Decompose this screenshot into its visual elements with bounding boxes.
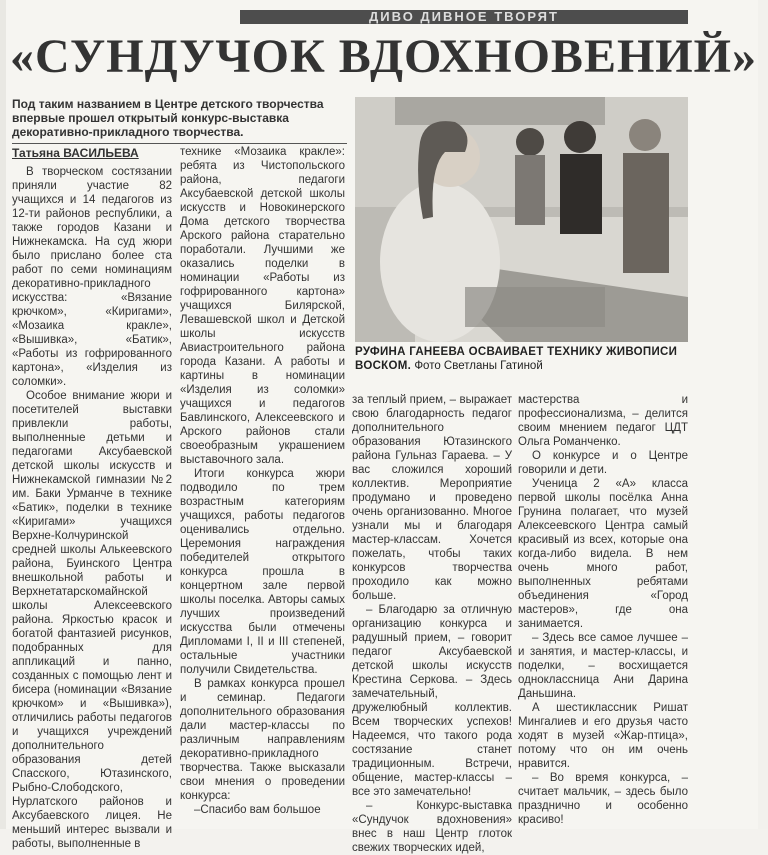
paragraph: технике «Мозаика кракле»: ребята из Чистопольского района, педагоги Аксубаевской детской школы искусств и Новокинерского Дома детского творчества Арского района старательно поработали. Лучшими же оказались поделки в номинации «Работы из гофрированного картона» учащихся Билярской, Левашевской школ и Детской школы искусств Авиастроительного района города Казани. А работы и картины в номинации «Изделия из соломки» учащихся и педагогов Бавлинского, Алексеевского и Арского районов стали своеобразным украшением выставочного зала. bbox=[180, 146, 345, 466]
lead-divider bbox=[12, 143, 347, 144]
paragraph: – Благодарю за отличную организацию конкурса и радушный прием, – говорит педагог Аксубаевской детской школы искусств Крестина Серкова. – Здесь замечательный, дружелюбный коллектив. Всем творческих успехов! Надеемся, что такого рода состязание станет традиционным. Встречи, общение, мастер-классы – все это замечательно! bbox=[352, 604, 512, 798]
paragraph: В творческом состязании приняли участие 82 учащихся и 14 педагогов из 12-ти районов республики, а также городов Казани и Нижнекамска. На суд жюри было прислано более ста работ по семи номинациям декоративно-прикладного искусства: «Вязание крючком», «Киригами», «Мозаика кракле», «Вышивка», «Батик», «Работы из гофрированного картона», «Изделия из соломки». bbox=[12, 166, 172, 388]
photo-illustration bbox=[355, 97, 688, 342]
caption-text: РУФИНА ГАНЕЕВА ОСВАИВАЕТ ТЕХНИКУ ЖИВОПИСИ ВОСКОМ. bbox=[355, 346, 678, 372]
paragraph: А шестиклассник Ришат Мингалиев и его друзья часто ходят в музей «Жар-птица», потому что он им очень нравится. bbox=[518, 702, 688, 770]
article-author: Татьяна ВАСИЛЬЕВА bbox=[12, 146, 139, 160]
paragraph: –Спасибо вам большое bbox=[194, 804, 321, 816]
column-4 bbox=[518, 393, 688, 827]
paragraph: – Здесь все самое лучшее – и занятия, и мастер-классы, и поделки, – восхищается одноклассница Ани Дарина Даньшина. bbox=[518, 632, 688, 700]
page-fold-shadow bbox=[0, 0, 6, 829]
article-photo bbox=[355, 97, 688, 342]
paragraph: – Во время конкурса, – считает мальчик, – здесь было празднично и особенно красиво! bbox=[518, 772, 688, 826]
paragraph: мастерства и профессионализма, – делится своим мнением педагог ЦДТ Ольга Романченко. bbox=[518, 394, 688, 448]
article-lead: Под таким названием в Центре детского творчества впервые прошел открытый конкурс-выставка декоративно-прикладного творчества. bbox=[12, 97, 324, 139]
paragraph: Ученица 2 «А» класса первой школы посёлка Анна Грунина полагает, что музей Алексеевского Центра самый красивый из всех, которые она когда-либо видела. В нем очень много работ, выполненных ребятами объединения «Город мастеров», где она занимается. bbox=[518, 478, 688, 630]
page-edge bbox=[758, 0, 768, 829]
paragraph: В рамках конкурса прошел и семинар. Педагоги дополнительного образования дали мастер-классы по различным направлениям декоративно-прикладного творчества. Также высказали свои мнения о проведении конкурса: bbox=[180, 678, 345, 802]
paragraph: за теплый прием, – выражает свою благодарность педагог дополнительного образования Ютазинского района Гульназ Гараева. – У вас сложился хороший коллектив. Мероприятие продумано и проведено очень организованно. Многое узнали мы и благодаря мастер-классам. Хочется пожелать, чтобы таких конкурсов творчества проходило как можно больше. bbox=[352, 394, 512, 602]
paragraph: – Конкурс-выставка «Сундучок вдохновения» внес в наш Центр глоток свежих творческих идей, bbox=[352, 800, 512, 854]
photo-credit: Фото Светланы Гатиной bbox=[414, 360, 543, 372]
article-headline: «СУНДУЧОК ВДОХНОВЕНИЙ» bbox=[10, 30, 757, 83]
section-rubric: ДИВО ДИВНОЕ ТВОРЯТ bbox=[240, 10, 688, 24]
photo-caption bbox=[355, 345, 688, 373]
column-1 bbox=[12, 165, 172, 851]
paragraph: Итоги конкурса жюри подводило по трем возрастным категориям учащихся, работы педагогов оценивались отдельно. Церемония награждения победителей открытого конкурса прошла в концертном зале первой школы поселка. Авторы самых лучших произведений искусства были отмечены Дипломами I, II и III степеней, остальные участники получили Свидетельства. bbox=[180, 468, 345, 676]
column-2 bbox=[180, 145, 345, 817]
paragraph: О конкурсе и о Центре говорили и дети. bbox=[518, 450, 688, 476]
column-3 bbox=[352, 393, 512, 855]
paragraph: Особое внимание жюри и посетителей выставки привлекли работы, выполненные детьми и педагогами Аксубаевской детской школы искусств и Нижнекамской гимназии №2 им. Баки Урманче в технике «Батик», поделки в технике «Киригами» учащихся Верхне-Колчуринской средней школы Алькеевского района, Буинского Центра внешкольной работы и Верхнетатарскомайнской школы Алексеевского района. Яркостью красок и богатой фантазией рисунков, подобранных для аппликаций и панно, созданных с помощью лент и бисера (номинации «Вязание крючком» и «Вышивка»), отличились работы педагогов и учащихся учреждений дополнительного образования детей Спасского, Ютазинского, Рыбно-Слободского, Нурлатского районов и Аксубаевского лицея. Не меньший интерес вызвали и работы, выполненные в bbox=[12, 390, 172, 850]
